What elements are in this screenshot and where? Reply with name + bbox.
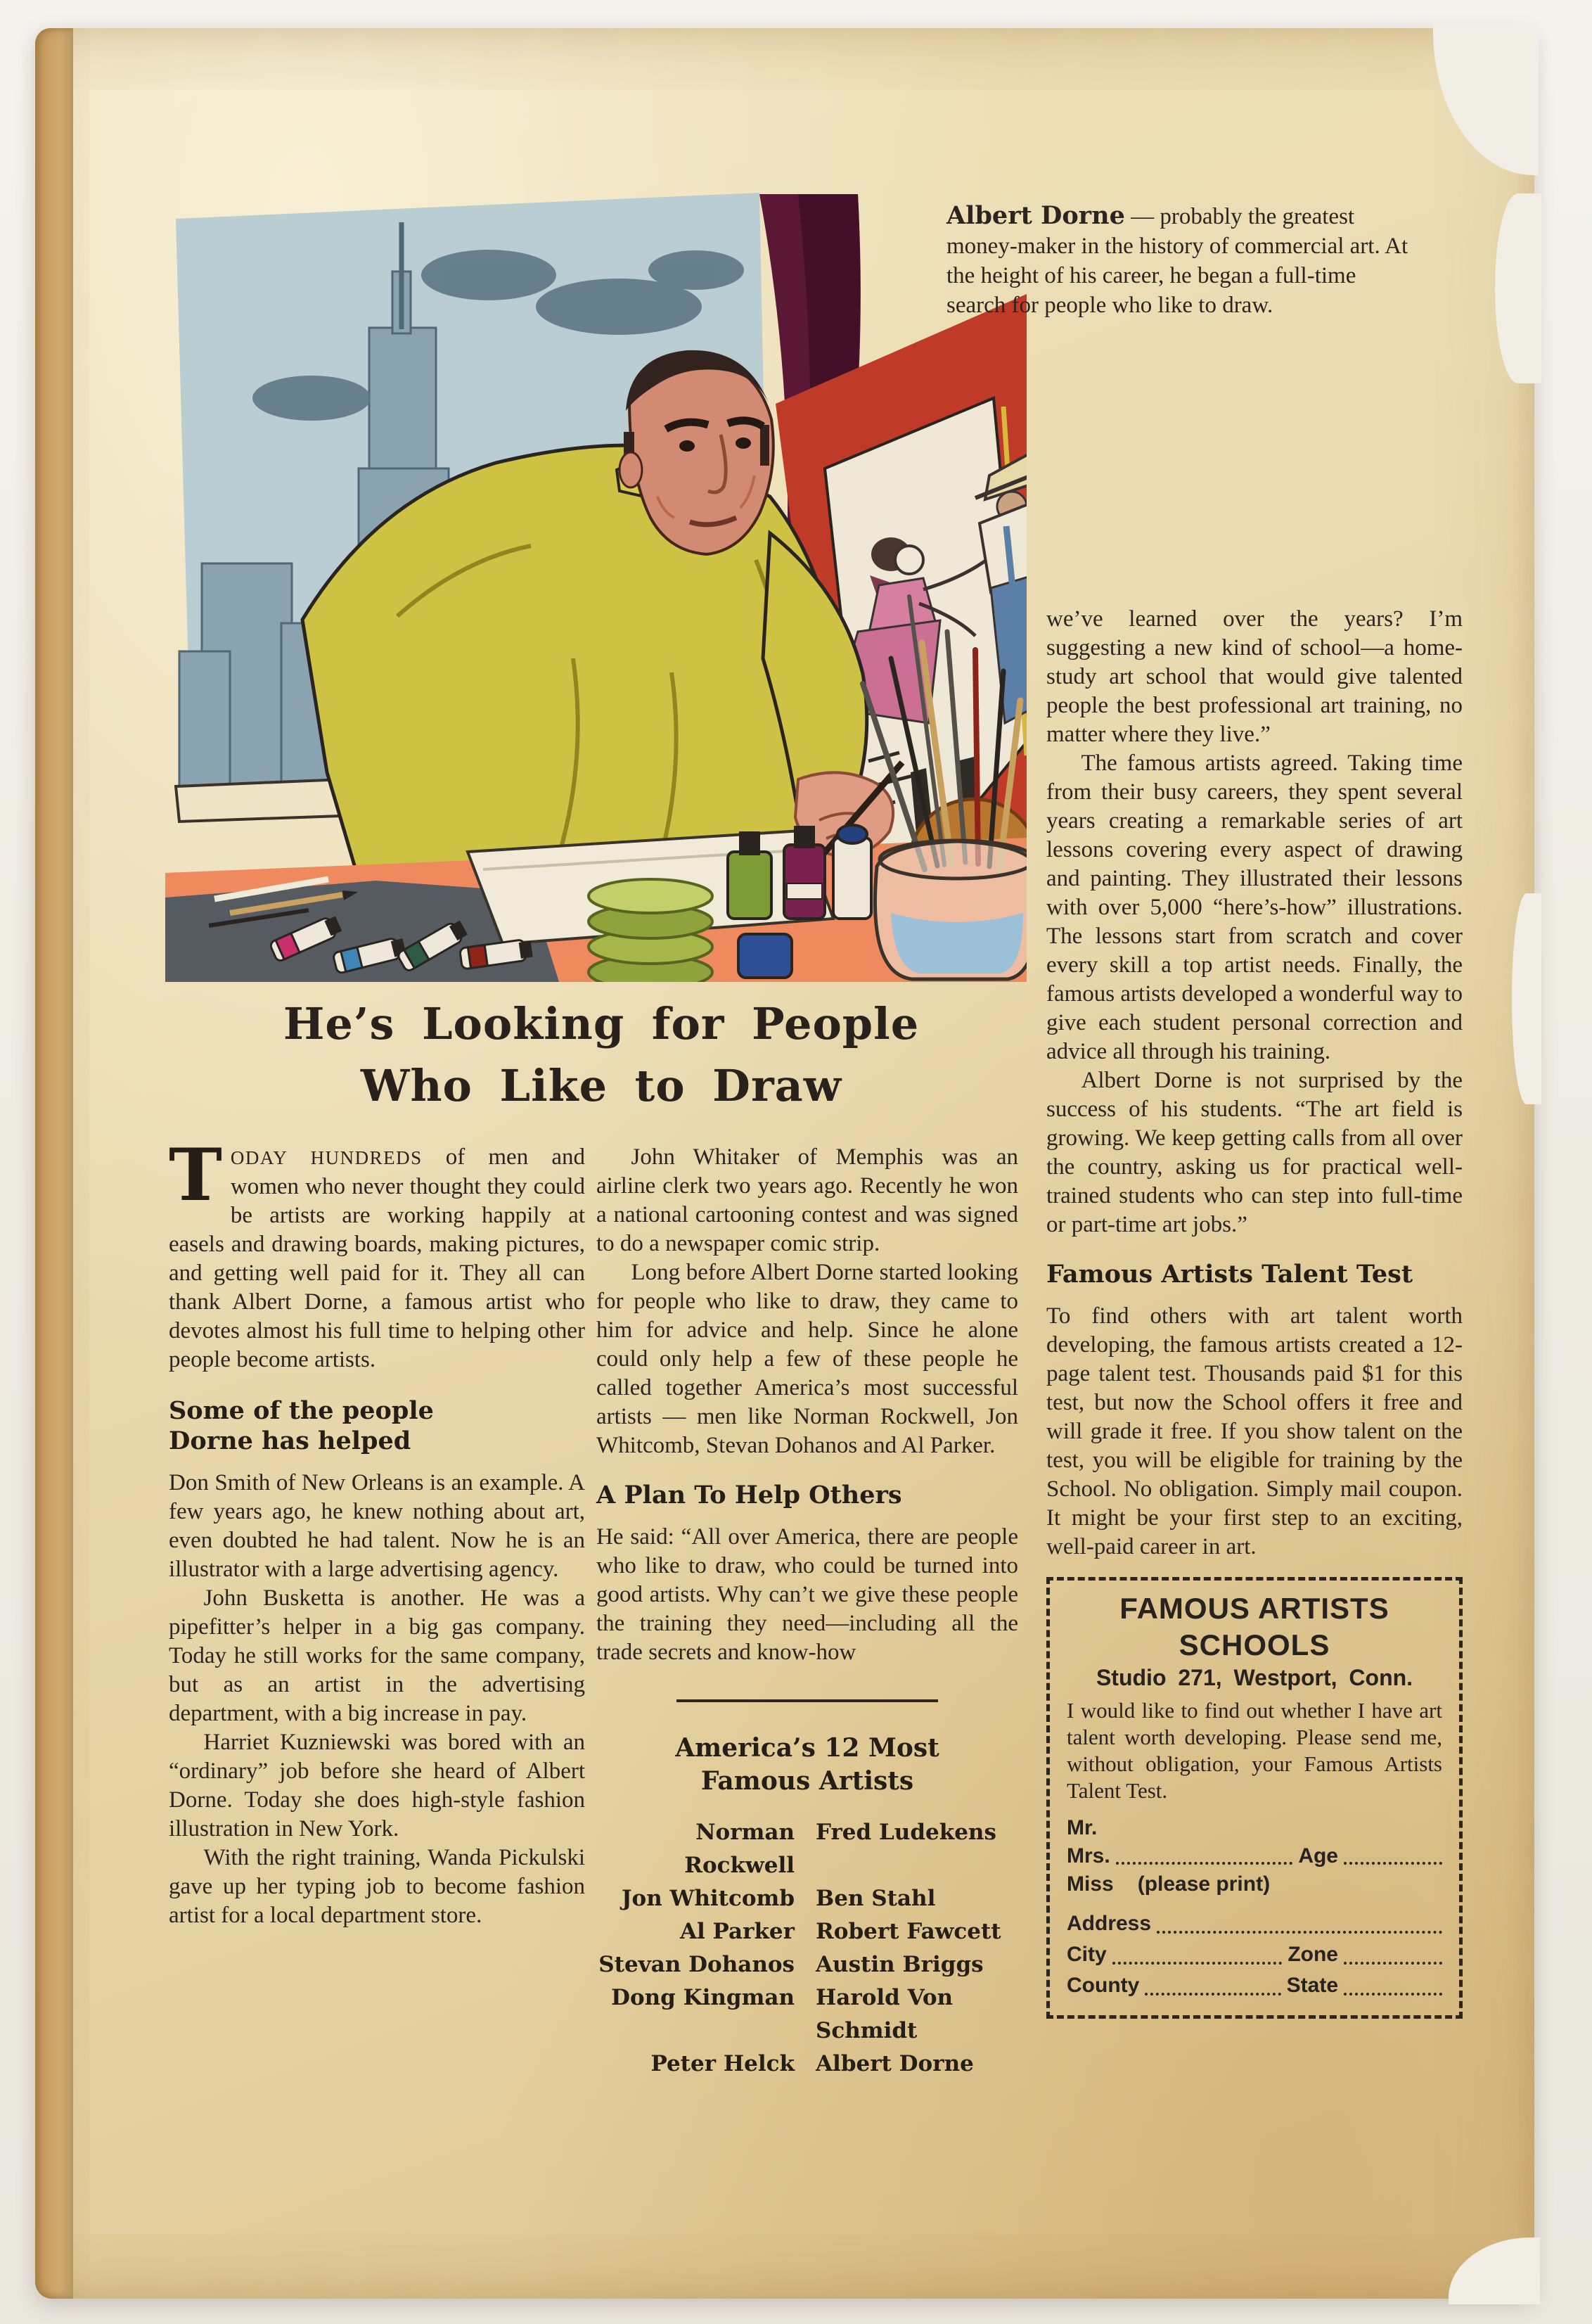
age-field-line xyxy=(1344,1862,1442,1865)
advertisement-page xyxy=(35,28,1534,2299)
worn-corner-top-right xyxy=(1433,24,1539,175)
caption-lead: Albert Dorne xyxy=(946,201,1125,230)
miss-label: Miss xyxy=(1067,1872,1114,1896)
paragraph-text: of men and women who never thought they could be artists are working happily at easels and drawing boards, making pictures, and getting well paid for it. They all can thank Albert Dorne, a famous artist who devotes almost his full time to helping other people become artists. xyxy=(169,1144,586,1372)
illustration-caption xyxy=(946,201,1412,320)
paragraph xyxy=(169,1133,586,1374)
address-label: Address xyxy=(1067,1912,1152,1935)
name-field-line xyxy=(1116,1862,1293,1865)
column-left xyxy=(169,1133,586,1930)
age-label: Age xyxy=(1298,1844,1338,1868)
worn-corner-bottom-right xyxy=(1449,2237,1540,2304)
state-field-line xyxy=(1344,1993,1442,1996)
paragraph: He said: “All over America, there are people who like to draw, who could be turned into good artists. Why can’t we give these people the training they need—including all the trade secrets and know-how xyxy=(596,1524,1018,1665)
mrs-label: Mrs. xyxy=(1067,1844,1110,1868)
coupon-studio-address: Studio 271, Westport, Conn. xyxy=(1096,1665,1413,1690)
worn-edge-right-middle xyxy=(1512,893,1541,1104)
paragraph: John Whitaker of Memphis was an airline clerk two years ago. Recently he won a national cartooning contest and was signed to do a newspaper comic strip. xyxy=(596,1144,1018,1256)
city-field-line xyxy=(1112,1962,1283,1965)
coupon-row-mrs-age xyxy=(1067,1842,1442,1870)
paragraph: John Busketta is another. He was a pipefitter’s helper in a big gas company. Today he still works for the same company, but as an artist in the advertising department, with a big increase in pay. xyxy=(169,1585,585,1726)
subhead-line: Some of the people xyxy=(169,1396,434,1425)
paragraph: With the right training, Wanda Pickulski gave up her typing job to become fashion artist for a local department store. xyxy=(169,1845,585,1928)
headline-line-1: He’s Looking for People xyxy=(283,998,920,1049)
paint-tins xyxy=(589,879,712,982)
artist-name: Al Parker xyxy=(679,1919,795,1944)
artist-name: Robert Fawcett xyxy=(816,1919,1001,1944)
small-caps-lead: ODAY HUNDREDS xyxy=(230,1147,423,1168)
mr-label: Mr. xyxy=(1067,1816,1098,1839)
paragraph: we’ve learned over the years? I’m suggesting a new kind of school—a home-study art school that would give talented people the best professional art training, no matter where they live.” xyxy=(1046,606,1463,747)
worn-edge-right-upper xyxy=(1495,193,1541,383)
coupon-row-miss xyxy=(1067,1870,1442,1898)
headline xyxy=(148,993,1055,1117)
artist-name: Peter Helck xyxy=(650,2051,795,2076)
comic-spine-edge xyxy=(35,28,73,2299)
artist-name: Ben Stahl xyxy=(816,1886,936,1911)
subhead-line: Dorne has helped xyxy=(169,1426,411,1455)
artist-name: Austin Briggs xyxy=(816,1952,984,1977)
paragraph: Albert Dorne is not surprised by the success of his students. “The art field is growing. We keep getting calls from all over the country, asking us for practical well-trained students who can step into full-time or part-time art jobs.” xyxy=(1046,1068,1463,1237)
county-label: County xyxy=(1067,1974,1140,1997)
headline-line-2: Who Like to Draw xyxy=(360,1060,842,1111)
famous-artists-list-title xyxy=(596,1732,1018,1798)
county-field-line xyxy=(1145,1993,1280,1996)
artist-name: Stevan Dohanos xyxy=(598,1952,795,1977)
list-title-line: Famous Artists xyxy=(700,1766,914,1796)
artists-row xyxy=(596,1981,1018,2048)
caption-text: — probably the greatest money-maker in the history of commercial art. At the height of his career, he began a full-time search for people who like to draw. xyxy=(946,204,1408,318)
city-label: City xyxy=(1067,1943,1107,1966)
address-field-line xyxy=(1157,1931,1442,1934)
artist-name: Harold Von Schmidt xyxy=(816,1985,954,2043)
paragraph: The famous artists agreed. Taking time from their busy careers, they spent several years creating a remarkable series of art lessons covering every aspect of drawing and painting. They illustrated their lessons with over 5,000 “here’s-how” illustrations. The lessons start from scratch and cover every skill a top artist needs. Finally, the famous artists developed a wonderful way to give each student personal correction and advice all through his training. xyxy=(1046,751,1463,1064)
drop-cap: T xyxy=(169,1133,222,1218)
artists-row xyxy=(596,2048,1018,2081)
mail-in-coupon xyxy=(1046,1577,1463,2019)
coupon-row-city-zone xyxy=(1067,1939,1442,1970)
studio-illustration xyxy=(165,166,1027,982)
zone-label: Zone xyxy=(1288,1943,1338,1966)
artist-name: Jon Whitcomb xyxy=(621,1886,795,1911)
artists-row xyxy=(596,1948,1018,1981)
coupon-row-address xyxy=(1067,1908,1442,1939)
coupon-request-text: I would like to find out whether I have art talent worth developing. Please send me, without obligation, your Famous Artists Talent Test. xyxy=(1067,1698,1442,1803)
paragraph: To find others with art talent worth developing, the famous artists created a 12-page talent test. Thousands paid $1 for this test, but now the School offers it free and will grade it free. If you show talent on the test, you will be eligible for training by the School. No obligation. Simply mail coupon. It might be your first step to an exciting, well-paid career in art. xyxy=(1046,1303,1463,1559)
artists-row xyxy=(596,1882,1018,1915)
state-label: State xyxy=(1286,1974,1338,1997)
artist-name: Albert Dorne xyxy=(816,2051,974,2076)
paragraph: Harriet Kuzniewski was bored with an “ordinary” job before she heard of Albert Dorne. Today she does high-style fashion illustration in New York. xyxy=(169,1730,585,1841)
paragraph: Long before Albert Dorne started looking for people who like to draw, they came to him for advice and help. Since he alone could only help a few of these people he called together America’s most successful artists — men like Norman Rockwell, Jon Whitcomb, Stevan Dohanos and Al Parker. xyxy=(596,1260,1018,1458)
divider-rule xyxy=(676,1699,938,1702)
subhead-famous-artists-talent-test: Famous Artists Talent Test xyxy=(1046,1260,1413,1289)
subhead-a-plan-to-help-others: A Plan To Help Others xyxy=(596,1481,902,1509)
list-title-line: America’s 12 Most xyxy=(675,1733,939,1763)
artists-row xyxy=(596,1816,1018,1882)
please-print-note: (please print) xyxy=(1137,1872,1271,1896)
artists-row xyxy=(596,1915,1018,1948)
artist-name: Norman Rockwell xyxy=(684,1820,795,1878)
famous-artists-list xyxy=(596,1816,1018,2081)
coupon-school-name: FAMOUS ARTISTS SCHOOLS xyxy=(1119,1592,1389,1661)
paragraph: Don Smith of New Orleans is an example. A few years ago, he knew nothing about art, even doubted he had talent. Now he is an illustrator with a large advertising agency. xyxy=(169,1470,585,1582)
subhead-people-dorne-helped xyxy=(169,1396,585,1456)
column-right xyxy=(1046,605,1463,2019)
zone-field-line xyxy=(1344,1962,1442,1965)
column-middle xyxy=(596,1143,1018,2081)
artist-name: Fred Ludekens xyxy=(816,1820,996,1845)
coupon-row-mr xyxy=(1067,1814,1442,1842)
artist-name: Dong Kingman xyxy=(611,1985,795,2010)
coupon-row-county-state xyxy=(1067,1970,1442,2001)
